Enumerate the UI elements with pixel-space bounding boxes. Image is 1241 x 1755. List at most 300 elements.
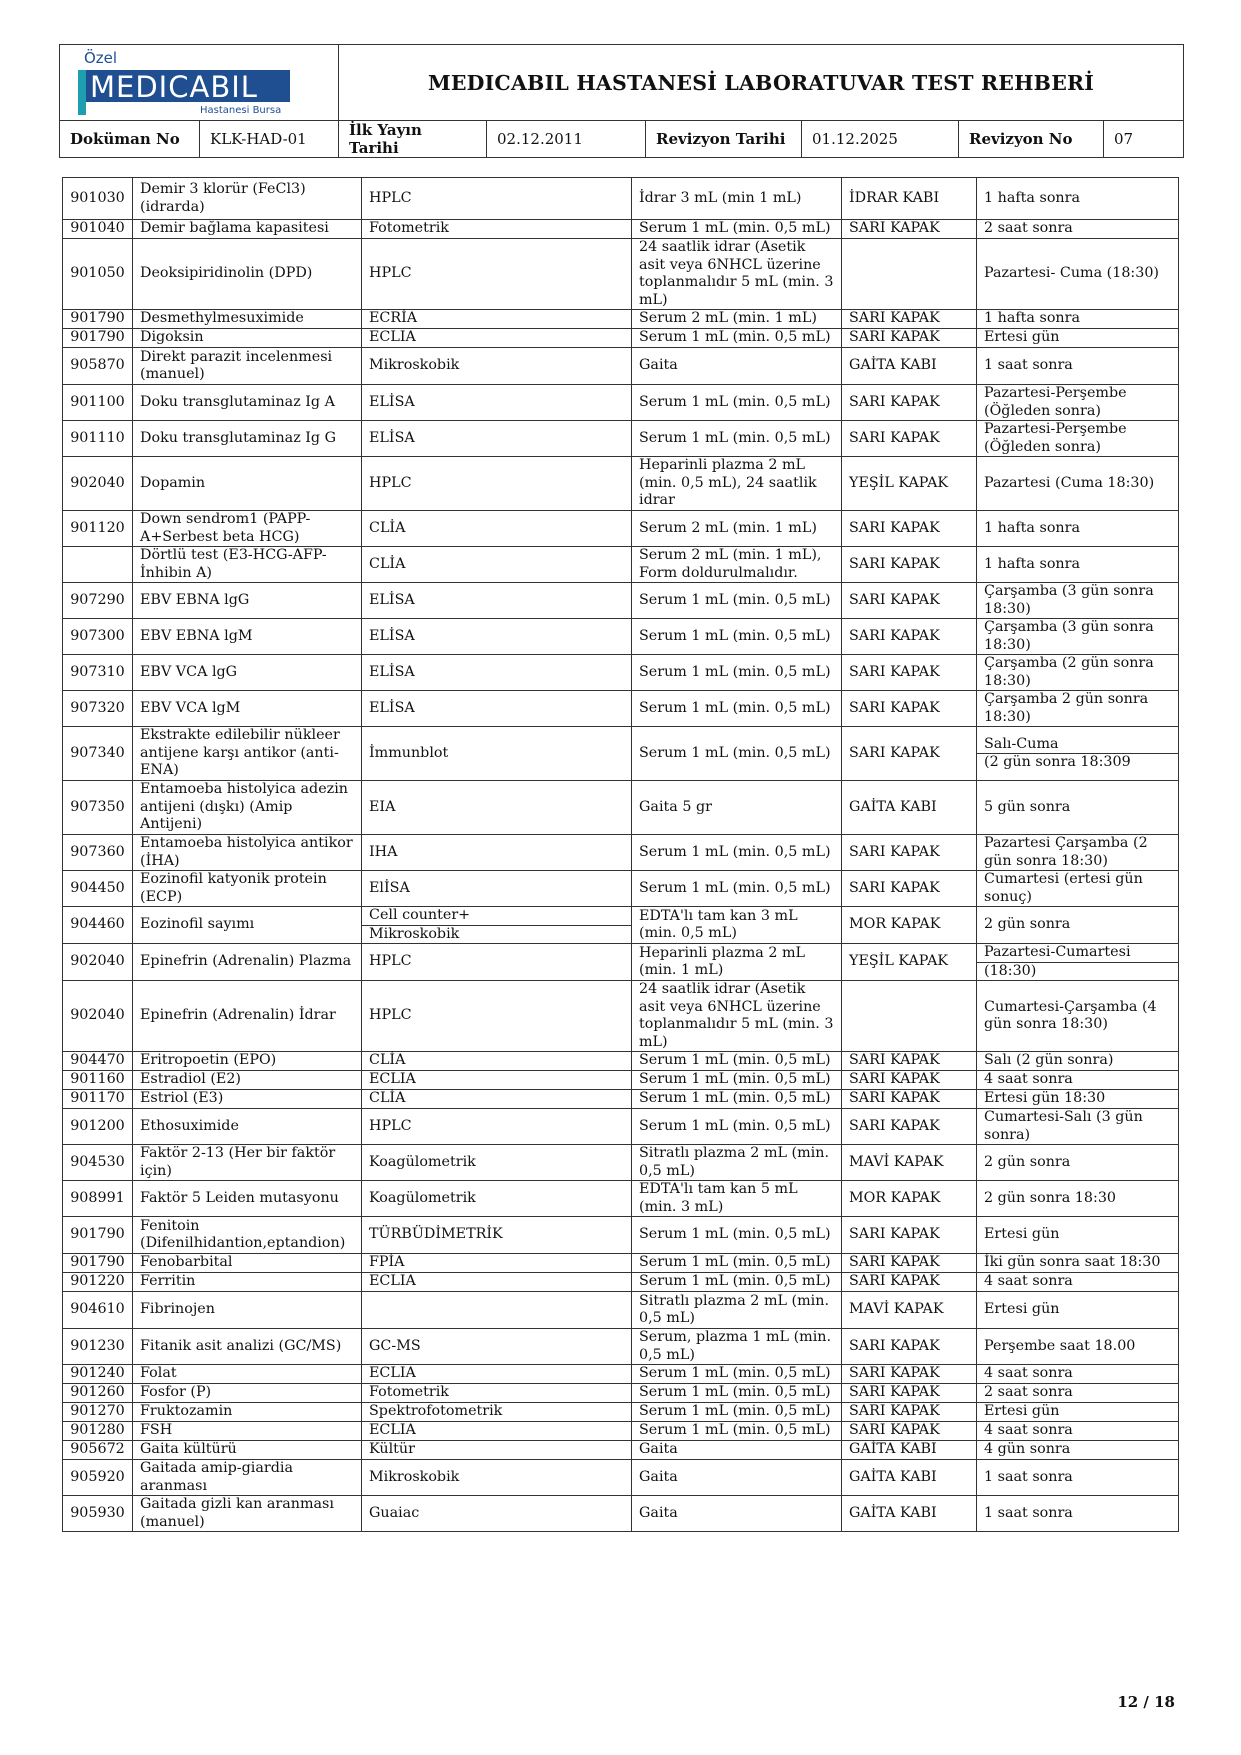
test-code: 901790 [63,310,133,329]
table-row [63,1384,1179,1403]
result-time: 2 gün sonra [977,907,1179,944]
table-row [63,871,1179,907]
result-time: 2 gün sonra 18:30 [977,1181,1179,1217]
sample-container: SARI KAPAK [842,727,977,781]
test-code: 901790 [63,329,133,348]
test-name: Demir 3 klorür (FeCl3) (idrarda) [133,178,362,220]
table-row [63,1422,1179,1441]
sample-container: GAİTA KABI [842,1496,977,1532]
test-name: Faktör 5 Leiden mutasyonu [133,1181,362,1217]
table-row [63,1403,1179,1422]
test-code: 907290 [63,583,133,619]
sample-container: SARI KAPAK [842,583,977,619]
sample-requirement: Gaita [632,1460,842,1496]
test-code: 905930 [63,1496,133,1532]
test-method: ECRİA [362,310,632,329]
table-row [63,981,1179,1052]
test-code: 905920 [63,1460,133,1496]
test-method: ELİSA [362,421,632,457]
test-code: 907340 [63,727,133,781]
result-time-line-2: (18:30) [984,962,1037,979]
test-code: 904530 [63,1145,133,1181]
test-code: 904610 [63,1292,133,1329]
sample-requirement: Sitratlı plazma 2 mL (min. 0,5 mL) [632,1292,842,1329]
table-row [63,691,1179,727]
test-name: Digoksin [133,329,362,348]
test-name: Deoksipiridinolin (DPD) [133,239,362,310]
sample-requirement: Serum 2 mL (min. 1 mL), Form doldurulmalıdır. [632,547,842,583]
result-time: Pazartesi Çarşamba (2 gün sonra 18:30) [977,835,1179,871]
test-name: EBV VCA lgM [133,691,362,727]
test-method: IHA [362,835,632,871]
test-method: GC-MS [362,1329,632,1365]
table-row [63,385,1179,421]
sample-requirement: Serum 1 mL (min. 0,5 mL) [632,329,842,348]
table-row [63,1145,1179,1181]
table-row [63,239,1179,310]
sample-requirement: Sitratlı plazma 2 mL (min. 0,5 mL) [632,1145,842,1181]
rev-no-value: 07 [1104,121,1184,158]
test-method: ELİSA [362,583,632,619]
result-time: 4 gün sonra [977,1441,1179,1460]
test-code: 904470 [63,1052,133,1071]
sample-requirement: Serum 1 mL (min. 0,5 mL) [632,871,842,907]
sample-container: SARI KAPAK [842,511,977,547]
sample-container: SARI KAPAK [842,871,977,907]
table-row [63,655,1179,691]
sample-requirement: Serum 2 mL (min. 1 mL) [632,310,842,329]
sample-requirement: Serum 1 mL (min. 0,5 mL) [632,1365,842,1384]
test-code: 902040 [63,457,133,511]
test-name: Folat [133,1365,362,1384]
test-code: 901230 [63,1329,133,1365]
test-method: ECLIA [362,1422,632,1441]
table-row [63,583,1179,619]
test-method: ELİSA [362,691,632,727]
result-time: 1 saat sonra [977,1496,1179,1532]
sample-requirement: Serum 1 mL (min. 0,5 mL) [632,691,842,727]
sample-container: SARI KAPAK [842,1422,977,1441]
test-code: 901200 [63,1109,133,1145]
table-row [63,1365,1179,1384]
test-name: Fruktozamin [133,1403,362,1422]
result-time: 4 saat sonra [977,1071,1179,1090]
table-row [63,511,1179,547]
result-time: 2 saat sonra [977,1384,1179,1403]
sample-requirement: Serum 1 mL (min. 0,5 mL) [632,835,842,871]
sample-container: SARI KAPAK [842,385,977,421]
test-name: Ekstrakte edilebilir nükleer antijene karşı antikor (anti-ENA) [133,727,362,781]
sample-requirement: Serum 1 mL (min. 0,5 mL) [632,1217,842,1254]
sample-container: SARI KAPAK [842,220,977,239]
result-time: Ertesi gün [977,329,1179,348]
table-row [63,1052,1179,1071]
result-time-line-1: Salı-Cuma [977,736,1178,755]
test-method: Fotometrik [362,220,632,239]
test-method: Guaiac [362,1496,632,1532]
sample-requirement: Serum 1 mL (min. 0,5 mL) [632,220,842,239]
sample-requirement: Gaita [632,348,842,385]
test-method: Fotometrik [362,1384,632,1403]
sample-requirement: Serum 1 mL (min. 0,5 mL) [632,1052,842,1071]
table-row [63,1460,1179,1496]
sample-container: SARI KAPAK [842,1384,977,1403]
test-name: Gaitada amip-giardia aranması [133,1460,362,1496]
table-row [63,547,1179,583]
result-time: Pazartesi-Perşembe (Öğleden sonra) [977,421,1179,457]
sample-container: YEŞİL KAPAK [842,457,977,511]
sample-container [842,981,977,1052]
result-time: 1 hafta sonra [977,178,1179,220]
sample-requirement: Gaita [632,1496,842,1532]
test-code: 902040 [63,944,133,981]
test-method: Spektrofotometrik [362,1403,632,1422]
sample-requirement: Serum 1 mL (min. 0,5 mL) [632,583,842,619]
test-name: Desmethylmesuximide [133,310,362,329]
table-row [63,907,1179,944]
table-row [63,1071,1179,1090]
test-method: Mikroskobik [362,348,632,385]
test-code: 901240 [63,1365,133,1384]
sample-container: MAVİ KAPAK [842,1292,977,1329]
sample-container: YEŞİL KAPAK [842,944,977,981]
test-name: EBV EBNA lgG [133,583,362,619]
test-name: Faktör 2-13 (Her bir faktör için) [133,1145,362,1181]
test-method: ECLIA [362,329,632,348]
result-time: Çarşamba 2 gün sonra 18:30) [977,691,1179,727]
sample-requirement: Serum 1 mL (min. 0,5 mL) [632,727,842,781]
test-method: HPLC [362,944,632,981]
test-method: CLİA [362,1090,632,1109]
test-code: 901100 [63,385,133,421]
test-name: Eozinofil sayımı [133,907,362,944]
sample-requirement: Heparinli plazma 2 mL (min. 0,5 mL), 24 saatlik idrar [632,457,842,511]
result-time: 4 saat sonra [977,1365,1179,1384]
result-time: Cumartesi-Salı (3 gün sonra) [977,1109,1179,1145]
test-name: Gaitada gizli kan aranması (manuel) [133,1496,362,1532]
sample-requirement: Serum 1 mL (min. 0,5 mL) [632,1422,842,1441]
sample-container: İDRAR KABI [842,178,977,220]
test-name: EBV EBNA lgM [133,619,362,655]
logo-wordmark: MEDICABIL [90,70,258,104]
sample-container: SARI KAPAK [842,1071,977,1090]
test-name: Epinefrin (Adrenalin) Plazma [133,944,362,981]
sample-container: SARI KAPAK [842,329,977,348]
result-time: Ertesi gün 18:30 [977,1090,1179,1109]
first-pub-value: 02.12.2011 [487,121,646,158]
test-name: Doku transglutaminaz Ig A [133,385,362,421]
test-method: HPLC [362,178,632,220]
test-name: Down sendrom1 (PAPP-A+Serbest beta HCG) [133,511,362,547]
test-code [63,547,133,583]
test-name: Direkt parazit incelenmesi (manuel) [133,348,362,385]
sample-container: SARI KAPAK [842,1109,977,1145]
test-method: ECLIA [362,1273,632,1292]
sample-requirement: Serum 1 mL (min. 0,5 mL) [632,1403,842,1422]
test-method-line-2: Mikroskobik [369,925,460,942]
table-row [63,329,1179,348]
sample-container: SARI KAPAK [842,1090,977,1109]
sample-container: SARI KAPAK [842,310,977,329]
test-name: Estriol (E3) [133,1090,362,1109]
test-code: 901280 [63,1422,133,1441]
sample-container: SARI KAPAK [842,547,977,583]
result-time: Cumartesi (ertesi gün sonuç) [977,871,1179,907]
table-row [63,727,1179,781]
result-time: Pazartesi- Cuma (18:30) [977,239,1179,310]
test-method [362,1292,632,1329]
sample-requirement: EDTA'lı tam kan 3 mL (min. 0,5 mL) [632,907,842,944]
sample-container [842,239,977,310]
table-row [63,220,1179,239]
table-row [63,1090,1179,1109]
result-time: Ertesi gün [977,1292,1179,1329]
table-row [63,1181,1179,1217]
test-code: 907300 [63,619,133,655]
sample-requirement: Serum 1 mL (min. 0,5 mL) [632,655,842,691]
sample-requirement: Serum 1 mL (min. 0,5 mL) [632,385,842,421]
test-name: Fitanik asit analizi (GC/MS) [133,1329,362,1365]
test-name: Fenobarbital [133,1254,362,1273]
result-time: 1 hafta sonra [977,547,1179,583]
hospital-logo [60,45,300,120]
result-time: 1 saat sonra [977,348,1179,385]
table-row [63,421,1179,457]
test-name: Ethosuximide [133,1109,362,1145]
sample-container: GAİTA KABI [842,348,977,385]
sample-requirement: Serum 1 mL (min. 0,5 mL) [632,619,842,655]
sample-requirement: EDTA'lı tam kan 5 mL (min. 3 mL) [632,1181,842,1217]
table-row [63,1441,1179,1460]
test-name: FSH [133,1422,362,1441]
result-time: Cumartesi-Çarşamba (4 gün sonra 18:30) [977,981,1179,1052]
result-time: 1 hafta sonra [977,310,1179,329]
test-name: Gaita kültürü [133,1441,362,1460]
test-method: ELİSA [362,619,632,655]
test-code: 901030 [63,178,133,220]
result-time-line-2: (2 gün sonra 18:309 [984,754,1131,770]
doc-no-value: KLK-HAD-01 [200,121,339,158]
test-code: 908991 [63,1181,133,1217]
table-row [63,310,1179,329]
table-row [63,1109,1179,1145]
sample-requirement: İdrar 3 mL (min 1 mL) [632,178,842,220]
sample-container: MOR KAPAK [842,907,977,944]
result-time: Perşembe saat 18.00 [977,1329,1179,1365]
first-pub-label: İlk Yayın Tarihi [339,121,487,158]
sample-requirement: Gaita 5 gr [632,781,842,835]
test-code: 901120 [63,511,133,547]
table-row [63,1254,1179,1273]
result-time: Salı (2 gün sonra) [977,1052,1179,1071]
sample-container: SARI KAPAK [842,1052,977,1071]
sample-requirement: Serum 2 mL (min. 1 mL) [632,511,842,547]
sample-container: MOR KAPAK [842,1181,977,1217]
test-code: 905672 [63,1441,133,1460]
document-header [59,44,1184,158]
test-code: 901050 [63,239,133,310]
doc-no-label: Doküman No [60,121,200,158]
test-code: 901160 [63,1071,133,1090]
test-code: 901110 [63,421,133,457]
rev-date-label: Revizyon Tarihi [646,121,802,158]
result-time [977,727,1179,781]
table-row [63,619,1179,655]
table-row [63,781,1179,835]
test-name: Ferritin [133,1273,362,1292]
result-time: 5 gün sonra [977,781,1179,835]
test-method: Mikroskobik [362,1460,632,1496]
test-name: Demir bağlama kapasitesi [133,220,362,239]
test-method: CLİA [362,547,632,583]
test-code: 901040 [63,220,133,239]
test-code: 904450 [63,871,133,907]
test-name: Dopamin [133,457,362,511]
sample-requirement: Serum, plazma 1 mL (min. 0,5 mL) [632,1329,842,1365]
logo-cell [60,45,339,121]
test-method: ELİSA [362,655,632,691]
test-code: 907360 [63,835,133,871]
test-table-body [63,178,1179,1532]
result-time: 2 gün sonra [977,1145,1179,1181]
sample-container: MAVİ KAPAK [842,1145,977,1181]
sample-container: GAİTA KABI [842,1460,977,1496]
document-title: MEDICABIL HASTANESİ LABORATUVAR TEST REHBERİ [339,45,1184,121]
table-row [63,1273,1179,1292]
test-method: TÜRBÜDİMETRİK [362,1217,632,1254]
test-method [362,907,632,944]
sample-container: GAİTA KABI [842,1441,977,1460]
test-code: 905870 [63,348,133,385]
table-row [63,178,1179,220]
result-time: 4 saat sonra [977,1422,1179,1441]
test-name: Doku transglutaminaz Ig G [133,421,362,457]
sample-requirement: Serum 1 mL (min. 0,5 mL) [632,1109,842,1145]
sample-container: SARI KAPAK [842,835,977,871]
sample-requirement: Serum 1 mL (min. 0,5 mL) [632,1090,842,1109]
test-method: ELİSA [362,385,632,421]
test-method: Koagülometrik [362,1181,632,1217]
sample-container: SARI KAPAK [842,1273,977,1292]
table-row [63,835,1179,871]
sample-container: SARI KAPAK [842,1403,977,1422]
test-method: Koagülometrik [362,1145,632,1181]
table-row [63,1217,1179,1254]
test-code: 907310 [63,655,133,691]
result-time: Pazartesi (Cuma 18:30) [977,457,1179,511]
table-row [63,1329,1179,1365]
sample-requirement: 24 saatlik idrar (Asetik asit veya 6NHCL üzerine toplanmalıdır 5 mL (min. 3 mL) [632,239,842,310]
result-time: Pazartesi-Perşembe (Öğleden sonra) [977,385,1179,421]
sample-requirement: Serum 1 mL (min. 0,5 mL) [632,1254,842,1273]
sample-container: SARI KAPAK [842,1329,977,1365]
test-code: 901220 [63,1273,133,1292]
test-code: 901170 [63,1090,133,1109]
test-name: Eritropoetin (EPO) [133,1052,362,1071]
test-name: Dörtlü test (E3-HCG-AFP-İnhibin A) [133,547,362,583]
sample-requirement: Gaita [632,1441,842,1460]
test-name: Fenitoin (Difenilhidantion,eptandion) [133,1217,362,1254]
sample-container: SARI KAPAK [842,1254,977,1273]
test-code: 901790 [63,1254,133,1273]
test-method-line-1: Cell counter+ [362,907,631,926]
sample-container: SARI KAPAK [842,421,977,457]
test-method: HPLC [362,457,632,511]
sample-requirement: Serum 1 mL (min. 0,5 mL) [632,421,842,457]
rev-date-value: 01.12.2025 [802,121,959,158]
test-method: HPLC [362,1109,632,1145]
result-time: Çarşamba (2 gün sonra 18:30) [977,655,1179,691]
result-time-line-1: Pazartesi-Cumartesi [977,944,1178,963]
test-method: ECLIA [362,1365,632,1384]
test-method: ElİSA [362,871,632,907]
test-name: Fibrinojen [133,1292,362,1329]
test-name: Epinefrin (Adrenalin) İdrar [133,981,362,1052]
test-method: Kültür [362,1441,632,1460]
table-row [63,348,1179,385]
sample-container: SARI KAPAK [842,619,977,655]
test-code: 902040 [63,981,133,1052]
logo-subtitle: Hastanesi Bursa [200,105,282,116]
sample-requirement: 24 saatlik idrar (Asetik asit veya 6NHCL üzerine toplanmalıdır 5 mL (min. 3 mL) [632,981,842,1052]
test-method: HPLC [362,239,632,310]
result-time: 4 saat sonra [977,1273,1179,1292]
table-row [63,457,1179,511]
test-code: 901790 [63,1217,133,1254]
test-method: HPLC [362,981,632,1052]
result-time: 2 saat sonra [977,220,1179,239]
test-method: EIA [362,781,632,835]
table-row [63,1496,1179,1532]
table-row [63,1292,1179,1329]
test-method: ECLIA [362,1071,632,1090]
test-code: 901270 [63,1403,133,1422]
test-method: CLİA [362,511,632,547]
test-name: EBV VCA lgG [133,655,362,691]
result-time: 1 hafta sonra [977,511,1179,547]
table-row [63,944,1179,981]
test-name: Eozinofil katyonik protein (ECP) [133,871,362,907]
test-method: İmmunblot [362,727,632,781]
logo-top-text: Özel [84,49,118,67]
test-table [62,177,1179,1532]
test-code: 907350 [63,781,133,835]
page-number: 12 / 18 [1117,1693,1175,1711]
test-method: CLİA [362,1052,632,1071]
result-time: Ertesi gün [977,1217,1179,1254]
result-time: İki gün sonra saat 18:30 [977,1254,1179,1273]
rev-no-label: Revizyon No [959,121,1104,158]
test-code: 904460 [63,907,133,944]
sample-container: SARI KAPAK [842,1365,977,1384]
test-name: Fosfor (P) [133,1384,362,1403]
test-code: 907320 [63,691,133,727]
sample-requirement: Serum 1 mL (min. 0,5 mL) [632,1273,842,1292]
test-method: FPİA [362,1254,632,1273]
sample-container: SARI KAPAK [842,655,977,691]
result-time: Çarşamba (3 gün sonra 18:30) [977,619,1179,655]
result-time: Ertesi gün [977,1403,1179,1422]
test-name: Entamoeba histolyica antikor (İHA) [133,835,362,871]
result-time [977,944,1179,981]
result-time: Çarşamba (3 gün sonra 18:30) [977,583,1179,619]
sample-container: GAİTA KABI [842,781,977,835]
sample-container: SARI KAPAK [842,1217,977,1254]
test-code: 901260 [63,1384,133,1403]
sample-container: SARI KAPAK [842,691,977,727]
test-name: Entamoeba histolyica adezin antijeni (dışkı) (Amip Antijeni) [133,781,362,835]
sample-requirement: Serum 1 mL (min. 0,5 mL) [632,1384,842,1403]
